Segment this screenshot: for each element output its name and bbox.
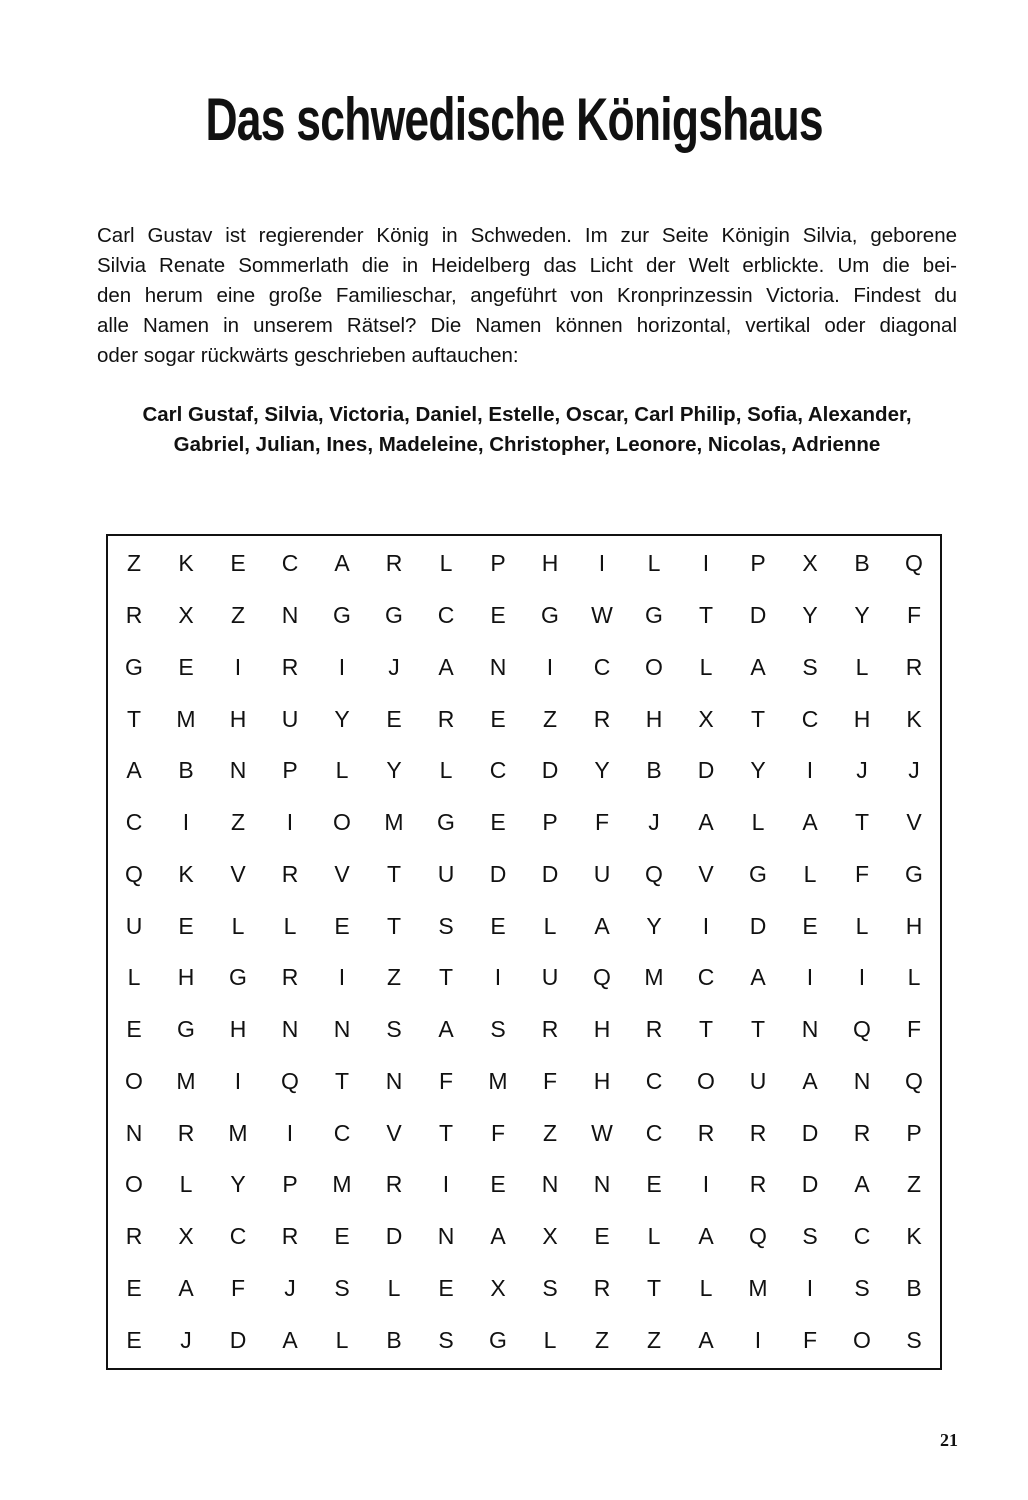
grid-letter[interactable]: Y	[750, 757, 766, 784]
grid-letter[interactable]: T	[438, 964, 454, 991]
grid-letter[interactable]: I	[598, 550, 606, 577]
grid-letter[interactable]: A	[126, 757, 142, 784]
grid-letter[interactable]: N	[125, 1119, 143, 1146]
grid-letter[interactable]: U	[593, 860, 611, 887]
grid-letter[interactable]: V	[386, 1119, 402, 1146]
grid-letter[interactable]: C	[229, 1223, 247, 1250]
grid-letter[interactable]: U	[281, 705, 299, 732]
grid-letter[interactable]: I	[338, 964, 346, 991]
grid-letter[interactable]: X	[178, 602, 194, 629]
grid-letter[interactable]: H	[541, 550, 559, 577]
grid-letter[interactable]: C	[645, 1067, 663, 1094]
grid-letter[interactable]: O	[125, 1067, 143, 1094]
grid-letter[interactable]: B	[646, 757, 662, 784]
grid-letter[interactable]: F	[438, 1067, 454, 1094]
grid-letter[interactable]: N	[385, 1067, 403, 1094]
grid-letter[interactable]: N	[333, 1016, 351, 1043]
grid-letter[interactable]: L	[283, 912, 297, 939]
grid-letter[interactable]: N	[489, 653, 507, 680]
grid-letter[interactable]: E	[646, 1171, 662, 1198]
grid-letter[interactable]: S	[854, 1274, 870, 1301]
grid-letter[interactable]: G	[645, 602, 663, 629]
grid-letter[interactable]: I	[806, 757, 814, 784]
grid-letter[interactable]: B	[854, 550, 870, 577]
grid-letter[interactable]: S	[542, 1274, 558, 1301]
grid-letter[interactable]: C	[489, 757, 507, 784]
grid-letter[interactable]: I	[546, 653, 554, 680]
grid-letter[interactable]: T	[698, 1016, 714, 1043]
grid-letter[interactable]: M	[644, 964, 664, 991]
intro-line: den herum eine große Familieschar, angeführt von Kronprinzessin Victoria. Findest du	[97, 284, 957, 307]
grid-letter[interactable]: A	[438, 1016, 454, 1043]
grid-letter[interactable]: U	[541, 964, 559, 991]
grid-letter[interactable]: A	[334, 550, 350, 577]
grid-letter[interactable]: H	[645, 705, 663, 732]
grid-letter[interactable]: G	[489, 1326, 507, 1353]
grid-letter[interactable]: N	[229, 757, 247, 784]
grid-letter[interactable]: T	[646, 1274, 662, 1301]
grid-letter[interactable]: P	[750, 550, 766, 577]
grid-letter[interactable]: E	[490, 912, 506, 939]
grid-letter[interactable]: C	[437, 602, 455, 629]
grid-letter[interactable]: A	[750, 964, 766, 991]
grid-letter[interactable]: G	[385, 602, 403, 629]
grid-letter[interactable]: A	[698, 1326, 714, 1353]
grid-letter[interactable]: R	[905, 653, 923, 680]
grid-letter[interactable]: Y	[386, 757, 402, 784]
grid-letter[interactable]: J	[388, 653, 400, 680]
grid-letter[interactable]: U	[437, 860, 455, 887]
intro-line: alle Namen in unserem Rätsel? Die Namen können horizontal, vertikal oder diagonal	[97, 314, 957, 337]
grid-letter[interactable]: A	[698, 1223, 714, 1250]
intro-line: oder sogar rückwärts geschrieben auftauchen:	[97, 344, 519, 367]
grid-letter[interactable]: E	[490, 602, 506, 629]
grid-letter[interactable]: S	[386, 1016, 402, 1043]
grid-letter[interactable]: G	[905, 860, 923, 887]
grid-letter[interactable]: L	[179, 1171, 193, 1198]
grid-letter[interactable]: E	[126, 1326, 142, 1353]
grid-letter[interactable]: I	[286, 809, 294, 836]
grid-letter[interactable]: F	[542, 1067, 558, 1094]
grid-letter[interactable]: Q	[593, 964, 611, 991]
grid-letter[interactable]: Q	[125, 860, 143, 887]
grid-letter[interactable]: L	[647, 1223, 661, 1250]
grid-letter[interactable]: B	[178, 757, 194, 784]
grid-letter[interactable]: S	[490, 1016, 506, 1043]
grid-letter[interactable]: M	[176, 1067, 196, 1094]
grid-letter[interactable]: L	[439, 757, 453, 784]
grid-letter[interactable]: O	[125, 1171, 143, 1198]
grid-letter[interactable]: X	[542, 1223, 558, 1250]
grid-letter[interactable]: T	[438, 1119, 454, 1146]
grid-letter[interactable]: X	[490, 1274, 506, 1301]
grid-letter[interactable]: L	[647, 550, 661, 577]
grid-letter[interactable]: O	[333, 809, 351, 836]
grid-letter[interactable]: L	[907, 964, 921, 991]
grid-letter[interactable]: R	[853, 1119, 871, 1146]
grid-letter[interactable]: J	[856, 757, 868, 784]
grid-letter[interactable]: E	[490, 1171, 506, 1198]
grid-letter[interactable]: L	[699, 653, 713, 680]
grid-letter[interactable]: I	[806, 964, 814, 991]
grid-letter[interactable]: A	[698, 809, 714, 836]
grid-letter[interactable]: Q	[905, 550, 923, 577]
grid-letter[interactable]: H	[177, 964, 195, 991]
grid-letter[interactable]: I	[702, 1171, 710, 1198]
grid-letter[interactable]: E	[126, 1016, 142, 1043]
grid-letter[interactable]: S	[906, 1326, 922, 1353]
grid-letter[interactable]: R	[593, 1274, 611, 1301]
grid-letter[interactable]: R	[125, 1223, 143, 1250]
grid-letter[interactable]: Z	[542, 705, 558, 732]
intro-line: Silvia Renate Sommerlath die in Heidelberg das Licht der Welt erblickte. Um die bei-	[97, 254, 957, 277]
grid-letter[interactable]: D	[489, 860, 507, 887]
grid-letter[interactable]: G	[333, 602, 351, 629]
grid-letter[interactable]: E	[334, 912, 350, 939]
grid-letter[interactable]: G	[229, 964, 247, 991]
grid-letter[interactable]: D	[541, 757, 559, 784]
grid-letter[interactable]: L	[855, 653, 869, 680]
grid-letter[interactable]: E	[126, 1274, 142, 1301]
grid-letter[interactable]: Z	[906, 1171, 922, 1198]
grid-letter[interactable]: R	[281, 964, 299, 991]
grid-letter[interactable]: P	[282, 757, 298, 784]
grid-letter[interactable]: I	[858, 964, 866, 991]
grid-letter[interactable]: A	[178, 1274, 194, 1301]
grid-letter[interactable]: W	[591, 602, 613, 629]
grid-letter[interactable]: O	[645, 653, 663, 680]
grid-letter[interactable]: H	[905, 912, 923, 939]
grid-letter[interactable]: S	[334, 1274, 350, 1301]
grid-letter[interactable]: C	[333, 1119, 351, 1146]
grid-letter[interactable]: R	[385, 1171, 403, 1198]
grid-letter[interactable]: T	[386, 912, 402, 939]
grid-letter[interactable]: J	[648, 809, 660, 836]
grid-letter[interactable]: T	[750, 1016, 766, 1043]
grid-letter[interactable]: Z	[646, 1326, 662, 1353]
grid-letter[interactable]: S	[438, 912, 454, 939]
page-title: Das schwedische Königshaus	[205, 86, 823, 153]
grid-letter[interactable]: G	[437, 809, 455, 836]
grid-letter[interactable]: V	[334, 860, 350, 887]
grid-letter[interactable]: D	[697, 757, 715, 784]
grid-letter[interactable]: A	[438, 653, 454, 680]
grid-letter[interactable]: S	[802, 653, 818, 680]
grid-letter[interactable]: G	[749, 860, 767, 887]
grid-letter[interactable]: Z	[230, 602, 246, 629]
grid-letter[interactable]: F	[802, 1326, 818, 1353]
grid-letter[interactable]: I	[442, 1171, 450, 1198]
grid-letter[interactable]: R	[281, 860, 299, 887]
grid-letter[interactable]: N	[437, 1223, 455, 1250]
grid-letter[interactable]: W	[591, 1119, 613, 1146]
grid-letter[interactable]: T	[854, 809, 870, 836]
grid-letter[interactable]: I	[338, 653, 346, 680]
grid-letter[interactable]: J	[284, 1274, 296, 1301]
grid-letter[interactable]: Y	[230, 1171, 246, 1198]
grid-letter[interactable]: A	[594, 912, 610, 939]
grid-letter[interactable]: E	[490, 809, 506, 836]
grid-letter[interactable]: I	[182, 809, 190, 836]
grid-letter[interactable]: M	[384, 809, 404, 836]
intro-paragraph	[97, 221, 957, 371]
grid-letter[interactable]: L	[439, 550, 453, 577]
grid-letter[interactable]: F	[594, 809, 610, 836]
grid-letter[interactable]: O	[853, 1326, 871, 1353]
grid-letter[interactable]: Q	[905, 1067, 923, 1094]
grid-letter[interactable]: M	[332, 1171, 352, 1198]
grid-letter[interactable]: R	[281, 653, 299, 680]
grid-letter[interactable]: I	[234, 653, 242, 680]
grid-letter[interactable]: Z	[230, 809, 246, 836]
grid-letter[interactable]: X	[178, 1223, 194, 1250]
grid-letter[interactable]: B	[906, 1274, 922, 1301]
grid-letter[interactable]: E	[594, 1223, 610, 1250]
grid-letter[interactable]: Y	[802, 602, 818, 629]
grid-letter[interactable]: H	[593, 1067, 611, 1094]
grid-letter[interactable]: I	[234, 1067, 242, 1094]
grid-letter[interactable]: Z	[594, 1326, 610, 1353]
intro-line: Carl Gustav ist regierender König in Schweden. Im zur Seite Königin Silvia, geborene	[97, 224, 957, 247]
grid-letter[interactable]: E	[178, 653, 194, 680]
grid-letter[interactable]: E	[178, 912, 194, 939]
grid-letter[interactable]: A	[750, 653, 766, 680]
grid-letter[interactable]: Y	[646, 912, 662, 939]
grid-letter[interactable]: P	[906, 1119, 922, 1146]
word-list-line: Carl Gustaf, Silvia, Victoria, Daniel, Estelle, Oscar, Carl Philip, Sofia, Alexander,	[142, 403, 912, 426]
grid-letter[interactable]: I	[286, 1119, 294, 1146]
grid-letter[interactable]: R	[437, 705, 455, 732]
grid-letter[interactable]: E	[490, 705, 506, 732]
grid-letter[interactable]: V	[906, 809, 922, 836]
grid-letter[interactable]: H	[229, 1016, 247, 1043]
grid-letter[interactable]: L	[127, 964, 141, 991]
grid-letter[interactable]: Q	[749, 1223, 767, 1250]
grid-letter[interactable]: I	[702, 912, 710, 939]
grid-letter[interactable]: N	[853, 1067, 871, 1094]
grid-letter[interactable]: A	[802, 1067, 818, 1094]
grid-letter[interactable]: M	[176, 705, 196, 732]
grid-letter[interactable]: K	[906, 705, 922, 732]
grid-letter[interactable]: P	[542, 809, 558, 836]
grid-letter[interactable]: R	[749, 1119, 767, 1146]
grid-letter[interactable]: R	[385, 550, 403, 577]
grid-letter[interactable]: L	[335, 1326, 349, 1353]
grid-letter[interactable]: E	[334, 1223, 350, 1250]
grid-letter[interactable]: S	[438, 1326, 454, 1353]
grid-letter[interactable]: C	[801, 705, 819, 732]
grid-letter[interactable]: L	[699, 1274, 713, 1301]
grid-letter[interactable]: R	[645, 1016, 663, 1043]
grid-letter[interactable]: A	[854, 1171, 870, 1198]
grid-letter[interactable]: U	[749, 1067, 767, 1094]
grid-letter[interactable]: I	[702, 550, 710, 577]
grid-letter[interactable]: R	[749, 1171, 767, 1198]
word-list	[90, 400, 964, 460]
grid-letter[interactable]: L	[751, 809, 765, 836]
grid-letter[interactable]: L	[855, 912, 869, 939]
grid-letter[interactable]: I	[754, 1326, 762, 1353]
page-number: 21	[940, 1430, 958, 1450]
grid-letter[interactable]: C	[645, 1119, 663, 1146]
grid-letter[interactable]: J	[908, 757, 920, 784]
grid-letter[interactable]: F	[854, 860, 870, 887]
grid-letter[interactable]: N	[593, 1171, 611, 1198]
grid-letter[interactable]: A	[802, 809, 818, 836]
grid-letter[interactable]: G	[125, 653, 143, 680]
grid-letter[interactable]: E	[802, 912, 818, 939]
grid-letter[interactable]: Z	[126, 550, 142, 577]
word-list-line: Gabriel, Julian, Ines, Madeleine, Christopher, Leonore, Nicolas, Adrienne	[173, 433, 881, 456]
grid-letter[interactable]: R	[281, 1223, 299, 1250]
grid-letter[interactable]: L	[543, 912, 557, 939]
grid-letter[interactable]: E	[230, 550, 246, 577]
grid-letter[interactable]: O	[697, 1067, 715, 1094]
grid-letter[interactable]: N	[541, 1171, 559, 1198]
grid-letter[interactable]: D	[749, 912, 767, 939]
grid-letter[interactable]: G	[177, 1016, 195, 1043]
grid-letter[interactable]: I	[806, 1274, 814, 1301]
grid-letter[interactable]: F	[490, 1119, 506, 1146]
grid-letter[interactable]: P	[490, 550, 506, 577]
grid-letter[interactable]: X	[698, 705, 714, 732]
grid-letter[interactable]: P	[282, 1171, 298, 1198]
grid-letter[interactable]: Y	[854, 602, 870, 629]
grid-letter[interactable]: Z	[542, 1119, 558, 1146]
grid-letter[interactable]: I	[494, 964, 502, 991]
grid-letter[interactable]: H	[853, 705, 871, 732]
grid-letter[interactable]: D	[541, 860, 559, 887]
grid-letter[interactable]: T	[698, 602, 714, 629]
grid-letter[interactable]: T	[126, 705, 142, 732]
grid-letter[interactable]: G	[541, 602, 559, 629]
grid-letter[interactable]: M	[228, 1119, 248, 1146]
grid-letter[interactable]: T	[386, 860, 402, 887]
grid-letter[interactable]: T	[334, 1067, 350, 1094]
word-search-grid	[106, 534, 942, 1370]
grid-letter[interactable]: F	[906, 602, 922, 629]
grid-letter[interactable]: D	[801, 1171, 819, 1198]
grid-letter[interactable]: Y	[334, 705, 350, 732]
grid-letter[interactable]: K	[906, 1223, 922, 1250]
grid-letter[interactable]: E	[438, 1274, 454, 1301]
grid-letter[interactable]: B	[386, 1326, 402, 1353]
grid-letter[interactable]: R	[697, 1119, 715, 1146]
grid-letter[interactable]: U	[125, 912, 143, 939]
grid-letter[interactable]: R	[125, 602, 143, 629]
grid-letter[interactable]: A	[490, 1223, 506, 1250]
grid-letter[interactable]: K	[178, 550, 194, 577]
grid-letter[interactable]: L	[231, 912, 245, 939]
grid-letter[interactable]: D	[749, 602, 767, 629]
grid-letter[interactable]: Q	[281, 1067, 299, 1094]
grid-letter[interactable]: Q	[853, 1016, 871, 1043]
grid-letter[interactable]: E	[386, 705, 402, 732]
grid-letter[interactable]: H	[593, 1016, 611, 1043]
grid-letter[interactable]: L	[387, 1274, 401, 1301]
grid-letter[interactable]: L	[803, 860, 817, 887]
grid-letter[interactable]: F	[906, 1016, 922, 1043]
grid-letter[interactable]: X	[802, 550, 818, 577]
grid-letter[interactable]: Y	[594, 757, 610, 784]
grid-letter[interactable]: A	[282, 1326, 298, 1353]
grid-letter[interactable]: C	[281, 550, 299, 577]
grid-letter[interactable]: L	[543, 1326, 557, 1353]
grid-letter[interactable]: V	[230, 860, 246, 887]
grid-letter[interactable]: J	[180, 1326, 192, 1353]
grid-letter[interactable]: N	[281, 1016, 299, 1043]
grid-letter[interactable]: V	[698, 860, 714, 887]
grid-letter[interactable]: D	[801, 1119, 819, 1146]
grid-letter[interactable]: K	[178, 860, 194, 887]
grid-letter[interactable]: R	[593, 705, 611, 732]
grid-letter[interactable]: D	[385, 1223, 403, 1250]
grid-letter[interactable]: T	[750, 705, 766, 732]
grid-letter[interactable]: C	[125, 809, 143, 836]
grid-letter[interactable]: D	[229, 1326, 247, 1353]
grid-letter[interactable]: R	[541, 1016, 559, 1043]
grid-letter[interactable]: C	[593, 653, 611, 680]
grid-letter[interactable]: H	[229, 705, 247, 732]
grid-letter[interactable]: C	[697, 964, 715, 991]
grid-letter[interactable]: M	[748, 1274, 768, 1301]
grid-letter[interactable]: C	[853, 1223, 871, 1250]
grid-letter[interactable]: N	[801, 1016, 819, 1043]
grid-letter[interactable]: R	[177, 1119, 195, 1146]
grid-letter[interactable]: F	[230, 1274, 246, 1301]
grid-letter[interactable]: L	[335, 757, 349, 784]
grid-letter[interactable]: M	[488, 1067, 508, 1094]
grid-letter[interactable]: Q	[645, 860, 663, 887]
grid-letter[interactable]: N	[281, 602, 299, 629]
grid-letter[interactable]: S	[802, 1223, 818, 1250]
grid-letter[interactable]: Z	[386, 964, 402, 991]
